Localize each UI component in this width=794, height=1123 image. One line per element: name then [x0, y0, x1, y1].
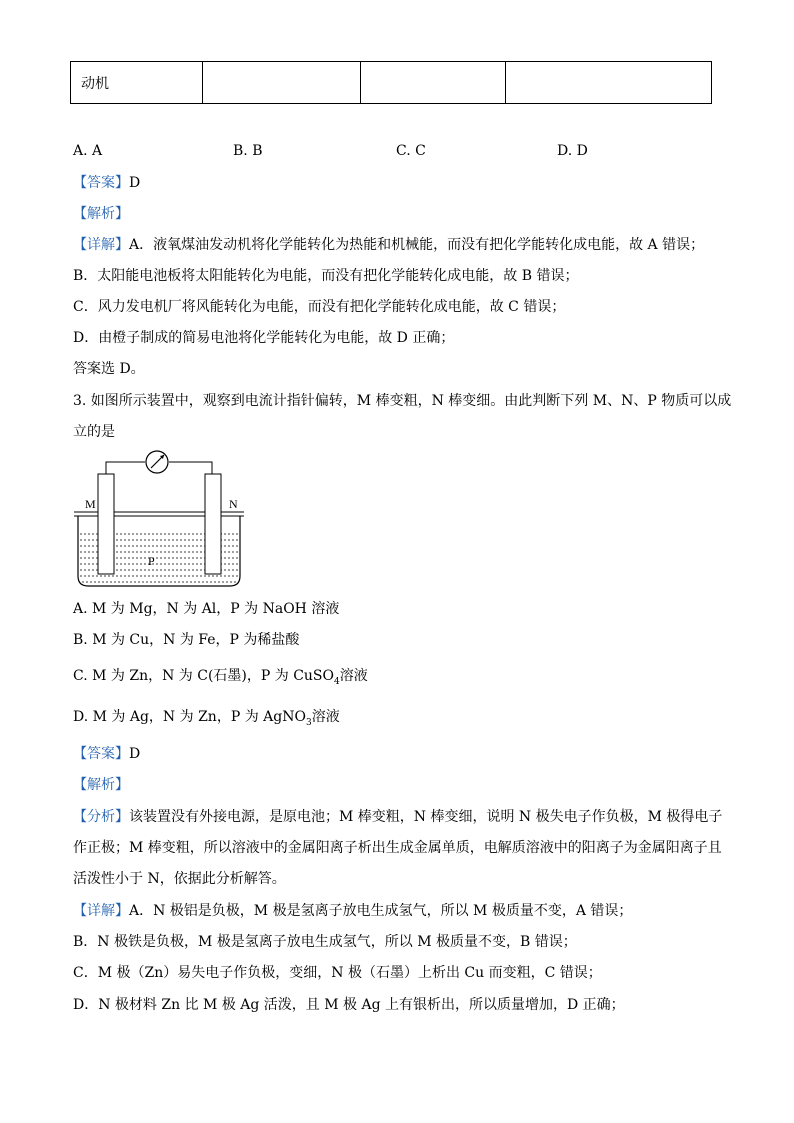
label-p: P — [148, 554, 155, 568]
answer-value: D — [129, 746, 141, 762]
option-text: 溶液 — [311, 709, 340, 725]
formula: AgNO — [263, 709, 306, 725]
table-cell — [203, 62, 361, 104]
q3-stem-line-2: 立的是 — [73, 424, 115, 440]
analysis-text: 该装置没有外接电源，是原电池；M 棒变粗，N 棒变细，说明 N 极失电子作负极，M 极得电子 — [129, 809, 723, 825]
galvanic-cell-diagram — [72, 446, 252, 591]
detail-text: A．液氧煤油发动机将化学能转化为热能和机械能，而没有把化学能转化成电能，故 A 错误； — [129, 237, 705, 253]
wire-left — [106, 462, 145, 474]
option-text: C. M 为 Zn，N 为 C(石墨)，P 为 — [73, 668, 294, 684]
answer-tag: 【答案】 — [73, 175, 129, 191]
q3-option-a: A. M 为 Mg，N 为 Al，P 为 NaOH 溶液 — [73, 601, 340, 617]
q3-analysis-line-3: 活泼性小于 N，依据此分析解答。 — [73, 871, 286, 887]
q3-stem-line-1: 3. 如图所示装置中，观察到电流计指针偏转，M 棒变粗，N 棒变细。由此判断下列 M、N、P 物质可以成 — [73, 393, 732, 409]
q2-option-b: B. B — [233, 143, 263, 159]
q3-option-b: B. M 为 Cu，N 为 Fe，P 为稀盐酸 — [73, 632, 300, 648]
q2-detail-line-2: B．太阳能电池板将太阳能转化为电能，而没有把化学能转化成电能，故 B 错误； — [73, 268, 579, 284]
q2-option-d: D. D — [557, 143, 588, 159]
label-n: N — [229, 497, 238, 511]
table-cell — [361, 62, 506, 104]
option-text: 溶液 — [339, 668, 368, 684]
table-row — [71, 62, 712, 104]
q2-detail-line-1 — [73, 235, 704, 255]
label-m: M — [85, 497, 96, 511]
q3-detail-line-3: C．M 极（Zn）易失电子作负极，变细，N 极（石墨）上析出 Cu 而变粗，C 错误； — [73, 965, 602, 981]
table-cell: 动机 — [71, 62, 203, 104]
q3-analysis-line-1 — [73, 807, 722, 827]
q3-detail-line-4: D．N 极材料 Zn 比 M 极 Ag 活泼，且 M 极 Ag 上有银析出，所以质量增加，D 正确； — [73, 997, 625, 1013]
detail-text: A．N 极铝是负极，M 极是氢离子放电生成氢气，所以 M 极质量不变，A 错误； — [129, 903, 633, 919]
table-cell — [506, 62, 712, 104]
detail-tag: 【详解】 — [73, 903, 129, 919]
answer-value: D — [129, 175, 141, 191]
q2-option-c: C. C — [396, 143, 426, 159]
q2-detail-line-4: D．由橙子制成的简易电池将化学能转化为电能，故 D 正确； — [73, 330, 455, 346]
answer-tag: 【答案】 — [73, 746, 129, 762]
q2-answer — [73, 173, 140, 193]
q2-conclusion: 答案选 D。 — [73, 361, 145, 377]
electrode-m — [98, 474, 114, 574]
question-table-fragment — [70, 61, 712, 104]
q3-analysis-line-2: 作正极；M 棒变粗，所以溶液中的金属阳离子析出生成金属单质，电解质溶液中的阳离子为金属阳离子且 — [73, 840, 722, 856]
q3-option-c — [73, 666, 368, 692]
detail-tag: 【详解】 — [73, 237, 129, 253]
q3-option-d — [73, 707, 340, 733]
q3-answer — [73, 744, 140, 764]
q2-analysis-tag: 【解析】 — [73, 206, 129, 222]
formula: CuSO — [293, 668, 334, 684]
wire-right — [169, 462, 212, 474]
option-text: D. M 为 Ag，N 为 Zn，P 为 — [73, 709, 264, 725]
galvanometer-icon — [146, 451, 168, 473]
q3-detail-line-2: B．N 极铁是负极，M 极是氢离子放电生成氢气，所以 M 极质量不变，B 错误； — [73, 934, 577, 950]
q2-detail-line-3: C．风力发电机厂将风能转化为电能，而没有把化学能转化成电能，故 C 错误； — [73, 299, 566, 315]
q3-detail-line-1 — [73, 901, 632, 921]
analysis-label: 【分析】 — [73, 809, 129, 825]
formula-subscript: 4 — [334, 676, 340, 687]
q2-option-a: A. A — [73, 143, 103, 159]
formula-subscript: 3 — [305, 717, 312, 728]
q3-analysis-tag: 【解析】 — [73, 777, 129, 793]
electrode-n — [205, 474, 221, 574]
